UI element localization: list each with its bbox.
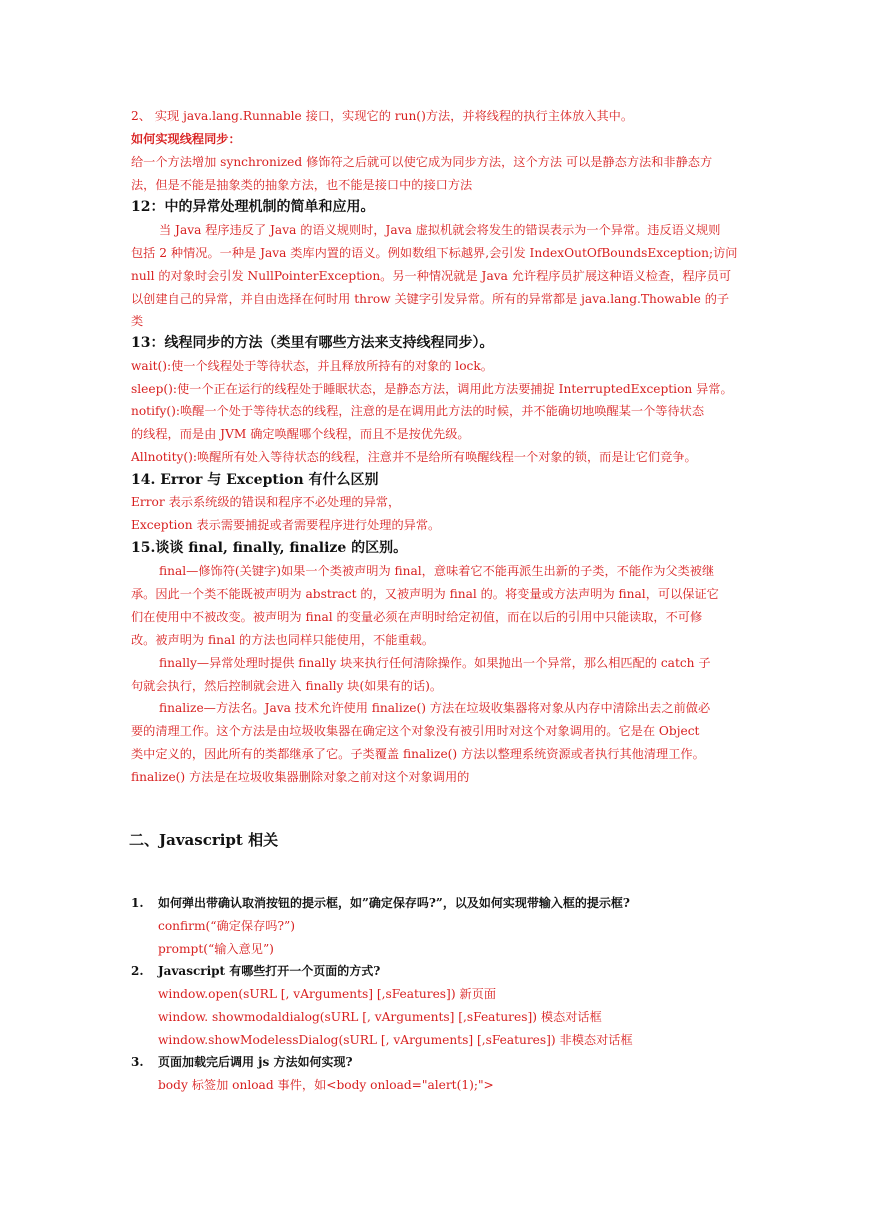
q12-line: 类 — [131, 314, 144, 328]
js-q3-answer: body 标签加 onload 事件，如<body onload="alert(1);"> — [158, 1078, 494, 1092]
sync-text-line: 给一个方法增加 synchronized 修饰符之后就可以使它成为同步方法，这个方法 可以是静态方法和非静态方 — [131, 155, 713, 169]
js-q1-answer: prompt(“输入意见”) — [158, 942, 274, 956]
q12-line: 包括 2 种情况。一种是 Java 类库内置的语义。例如数组下标越界,会引发 IndexOutOfBoundsException;访问 — [131, 246, 738, 260]
q12-title: 12：中的异常处理机制的简单和应用。 — [131, 199, 375, 215]
js-q1-answer: confirm(“确定保存吗?”) — [158, 919, 295, 933]
q13-line: notify():唤醒一个处于等待状态的线程，注意的是在调用此方法的时候，并不能确切地唤醒某一个等待状态 — [131, 404, 705, 418]
q14-title: 14. Error 与 Exception 有什么区别 — [131, 472, 379, 488]
q15-line: 承。因此一个类不能既被声明为 abstract 的，又被声明为 final 的。将变量或方法声明为 final，可以保证它 — [131, 587, 719, 601]
q13-line: wait():使一个线程处于等待状态，并且释放所持有的对象的 lock。 — [131, 359, 493, 373]
q15-line: finalize() 方法是在垃圾收集器删除对象之前对这个对象调用的 — [131, 770, 470, 784]
q13-line: Allnotity():唤醒所有处入等待状态的线程，注意并不是给所有唤醒线程一个对象的锁，而是让它们竞争。 — [131, 450, 697, 464]
q15-line: final—修饰符(关键字)如果一个类被声明为 final，意味着它不能再派生出新的子类，不能作为父类被继 — [159, 564, 715, 578]
q15-title: 15.谈谈 final, finally, finalize 的区别。 — [131, 540, 408, 556]
sync-heading: 如何实现线程同步： — [131, 132, 241, 146]
js-q1-text: 如何弹出带确认取消按钮的提示框，如”确定保存吗?”，以及如何实现带输入框的提示框? — [158, 896, 630, 910]
q15-line: 句就会执行，然后控制就会进入 finally 块(如果有的话)。 — [131, 679, 443, 693]
q15-line: 改。被声明为 final 的方法也同样只能使用，不能重载。 — [131, 633, 435, 647]
js-q1-number: 1. — [131, 896, 144, 910]
js-q2-number: 2. — [131, 964, 144, 978]
js-q3-text: 页面加载完后调用 js 方法如何实现? — [158, 1055, 353, 1069]
js-q2-answer: window.open(sURL [, vArguments] [,sFeatures]) 新页面 — [158, 987, 497, 1001]
q15-line: 类中定义的，因此所有的类都继承了它。子类覆盖 finalize() 方法以整理系统资源或者执行其他清理工作。 — [131, 747, 705, 761]
q14-line: Error 表示系统级的错误和程序不必处理的异常， — [131, 495, 401, 509]
js-q2-answer: window.showModelessDialog(sURL [, vArguments] [,sFeatures]) 非模态对话框 — [158, 1033, 633, 1047]
q15-line: 要的清理工作。这个方法是由垃圾收集器在确定这个对象没有被引用时对这个对象调用的。它是在 Object — [131, 724, 700, 738]
q13-title: 13：线程同步的方法（类里有哪些方法来支持线程同步）。 — [131, 335, 494, 351]
q12-line: 当 Java 程序违反了 Java 的语义规则时，Java 虚拟机就会将发生的错误表示为一个异常。违反语义规则 — [159, 223, 721, 237]
q12-line: 以创建自己的异常，并自由选择在何时用 throw 关键字引发异常。所有的异常都是 java.lang.Thowable 的子 — [131, 292, 730, 306]
q13-line: sleep():使一个正在运行的线程处于睡眠状态，是静态方法，调用此方法要捕捉 InterruptedException 异常。 — [131, 382, 733, 396]
q15-line: 们在使用中不被改变。被声明为 final 的变量必须在声明时给定初值，而在以后的引用中只能读取，不可修 — [131, 610, 703, 624]
q13-line: 的线程，而是由 JVM 确定唤醒哪个线程，而且不是按优先级。 — [131, 427, 470, 441]
js-q2-text: Javascript 有哪些打开一个页面的方式? — [158, 964, 381, 978]
q15-line: finally—异常处理时提供 finally 块来执行任何清除操作。如果抛出一个异常，那么相匹配的 catch 子 — [159, 656, 711, 670]
q14-line: Exception 表示需要捕捉或者需要程序进行处理的异常。 — [131, 518, 441, 532]
section-title: 二、Javascript 相关 — [129, 831, 279, 849]
q15-line: finalize—方法名。Java 技术允许使用 finalize() 方法在垃圾收集器将对象从内存中清除出去之前做必 — [159, 701, 711, 715]
sync-text-line: 法，但是不能是抽象类的抽象方法，也不能是接口中的接口方法 — [131, 178, 473, 192]
js-q2-answer: window. showmodaldialog(sURL [, vArguments] [,sFeatures]) 模态对话框 — [158, 1010, 602, 1024]
q12-line: null 的对象时会引发 NullPointerException。另一种情况就是 Java 允许程序员扩展这种语义检查，程序员可 — [131, 269, 732, 283]
intro-item-2: 2、 实现 java.lang.Runnable 接口，实现它的 run()方法，并将线程的执行主体放入其中。 — [131, 109, 634, 123]
js-q3-number: 3. — [131, 1055, 144, 1069]
